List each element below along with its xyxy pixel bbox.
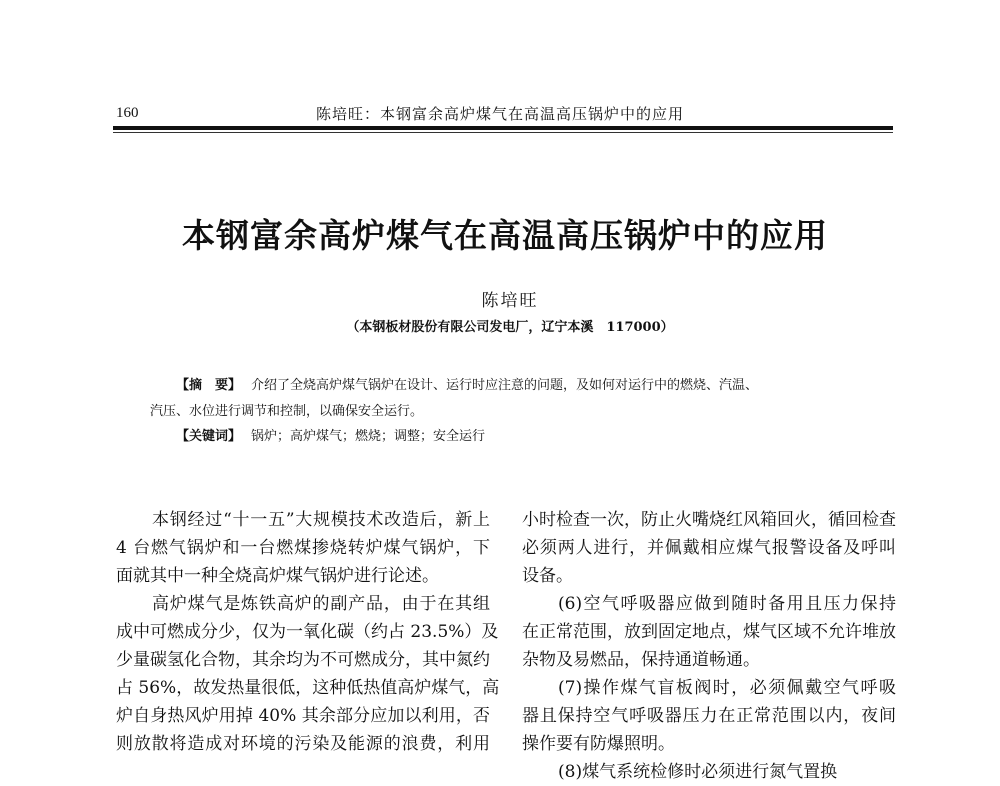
body-line: 小时检查一次，防止火嘴烧红风箱回火，循回检查 xyxy=(522,510,896,530)
abstract-line-1 xyxy=(176,374,758,393)
body-line: 占 56%，故发热量很低，这种低热值高炉煤气，高 xyxy=(116,678,500,698)
body-line: 高炉煤气是炼铁高炉的副产品，由于在其组 xyxy=(152,594,490,614)
running-title: 陈培旺：本钢富余高炉煤气在高温高压锅炉中的应用 xyxy=(315,105,684,123)
abstract-label: 【摘 要】 xyxy=(176,378,242,393)
abstract-line-2: 汽压、水位进行调节和控制，以确保安全运行。 xyxy=(150,404,424,419)
body-line: 炉自身热风炉用掉 40% 其余部分应加以利用，否 xyxy=(116,706,490,726)
body-line: 设备。 xyxy=(522,566,573,586)
article-title: 本钢富余高炉煤气在高温高压锅炉中的应用 xyxy=(182,216,828,255)
author-affiliation: （本钢板材股份有限公司发电厂，辽宁本溪 117000） xyxy=(346,320,674,335)
body-line: 4 台燃气锅炉和一台燃煤掺烧转炉煤气锅炉，下 xyxy=(116,538,490,558)
body-line: 操作要有防爆照明。 xyxy=(522,734,675,754)
keywords-label: 【关键词】 xyxy=(176,429,242,444)
body-line: 成中可燃成分少，仅为一氧化碳（约占 23.5%）及 xyxy=(116,622,499,642)
body-line: (6)空气呼吸器应做到随时备用且压力保持 xyxy=(558,594,896,614)
page-number: 160 xyxy=(116,105,139,121)
body-line: 少量碳氢化合物，其余均为不可燃成分，其中氮约 xyxy=(116,650,490,670)
keywords-line xyxy=(176,425,485,444)
keywords-text: 锅炉；高炉煤气；燃烧；调整；安全运行 xyxy=(251,429,486,444)
body-line: (8)煤气系统检修时必须进行氮气置换 xyxy=(558,762,838,782)
header-rule-thick xyxy=(113,126,893,130)
header-rule-thin xyxy=(113,132,893,133)
body-line: 杂物及易燃品，保持通道畅通。 xyxy=(522,650,760,670)
author-name: 陈培旺 xyxy=(481,291,539,311)
body-line: 面就其中一种全烧高炉煤气锅炉进行论述。 xyxy=(116,566,439,586)
body-left-column xyxy=(116,506,500,758)
body-line: (7)操作煤气盲板阀时，必须佩戴空气呼吸 xyxy=(558,678,896,698)
body-line: 器且保持空气呼吸器压力在正常范围以内，夜间 xyxy=(522,706,896,726)
body-line: 则放散将造成对环境的污染及能源的浪费，利用 xyxy=(116,734,490,754)
body-line: 必须两人进行，并佩戴相应煤气报警设备及呼叫 xyxy=(522,538,896,558)
body-line: 在正常范围，放到固定地点，煤气区域不允许堆放 xyxy=(522,622,896,642)
body-right-column xyxy=(522,506,896,786)
abstract-text: 介绍了全烧高炉煤气锅炉在设计、运行时应注意的问题，及如何对运行中的燃烧、汽温、 xyxy=(251,378,759,393)
body-line: 本钢经过“十一五”大规模技术改造后，新上 xyxy=(152,510,490,530)
